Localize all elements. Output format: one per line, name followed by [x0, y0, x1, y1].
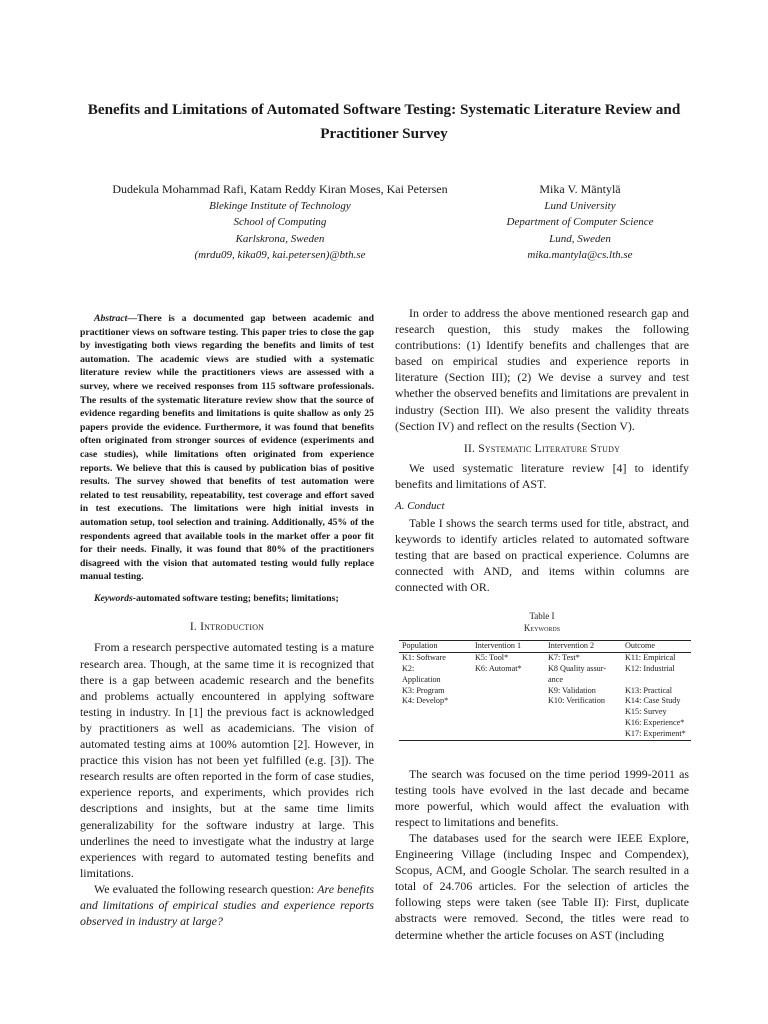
abstract-text: —There is a documented gap between academic and practitioner views on software testing. This paper tries to close the gap by investigating both views regarding the benefits and limits of test automation. The academic views are studied with a systematic literature review while the practitioners views are assessed with a survey, where we received responses from 115 software professionals. The results of the systematic literature review show that the source of evidence regarding benefits and limitations is quite shallow as only 25 papers provide the evidence. Furthermore, it was found that benefits often originated from stronger sources of evidence (experiments and case studies), while limitations often originated from experience reports. We believe that this is caused by publication bias of positive results. The survey showed that benefits of test automation were related to test reusability, repeatability, test coverage and effort saved in test executions. The limitations were high initial invests in automation setup, tool selection and training. Additionally, 45% of the respondents agreed that available tools in the market offer a poor fit for their needs. Finally, it was found that 80% of the practitioners disagreed with the vision that automated testing would fully replace manual testing. — [80, 313, 374, 583]
table-label: Table I — [529, 611, 555, 622]
table-cell: ance — [548, 674, 563, 684]
contributions-paragraph: In order to address the above mentioned research gap and research question, this study makes the following contributions: (1) Identify benefits and challenges that are based on empirical studies and experience reports in literature (Section III); (2) We devise a survey and test whether the observed benefits and limitations are prevalent in industry (Section III). We also present the validity threats (Section IV) and reflect on the results (Section V). — [395, 306, 689, 433]
table-cell — [472, 686, 545, 697]
research-question: Are benefits and limitations of empirical studies and experience reports observed in industry at large? — [80, 881, 375, 929]
table-header-row — [399, 641, 691, 653]
table-header-cell: Intervention 1 — [472, 641, 545, 653]
author-block-right — [470, 181, 690, 264]
paper-title: Benefits and Limitations of Automated Software Testing: Systematic Literature Review and Practitioner Survey — [87, 101, 681, 142]
table-cell: K17: Experiment* — [625, 728, 686, 738]
table-header-cell: Population — [399, 641, 472, 653]
author-names: Mika V. Mäntylä — [539, 182, 621, 196]
table-title: Keywords — [523, 623, 561, 634]
table-row — [399, 696, 691, 707]
conduct-paragraph: Table I shows the search terms used for title, abstract, and keywords to identify articles related to automated software testing that are based on practical experience. Columns are connected with AND, and items within columns are connected with OR. — [395, 515, 689, 595]
table-cell: K3: Program — [402, 685, 445, 695]
table-cell — [545, 718, 622, 729]
table-cell — [622, 675, 691, 686]
table-cell — [472, 729, 545, 740]
table-cell: K1: Software — [402, 653, 446, 663]
affiliation-school: School of Computing — [233, 216, 327, 228]
abstract-label: Abstract — [94, 313, 128, 324]
affiliation-city: Karlskrona, Sweden — [235, 232, 325, 245]
table-cell — [472, 707, 545, 718]
table-header-cell: Outcome — [622, 641, 691, 653]
table-cell: K9: Validation — [548, 685, 596, 695]
intro-paragraph-2: We evaluated the following research question: Are benefits and limitations of empirical studies and experience reports observed in industry at large? — [80, 881, 375, 929]
keywords-text: -automated software testing; benefits; limitations; — [132, 592, 339, 604]
affiliation-department: Department of Computer Science — [506, 216, 654, 228]
table-cell: K8 Quality assur- — [548, 664, 607, 673]
table-cell: K5: Tool* — [475, 653, 509, 663]
table-cell — [472, 675, 545, 686]
table-cell — [545, 729, 622, 740]
section-heading-literature-study: II. Systematic Literature Study — [463, 441, 621, 455]
search-period-paragraph: The search was focused on the time period 1999-2011 as testing tools have evolved in the last decade and became more powerful, which would affect the evaluation with respect to limitations and benefits. — [395, 766, 689, 829]
table-row — [399, 718, 691, 729]
left-column — [80, 312, 374, 929]
intro-paragraph-1: From a research perspective automated testing is a mature research area. Though, at the same time it is recognized that there is a gap between academic research and the benefits and problems actually encountered in applying software testing in industry. In [1] the previous fact is acknowledged by practitioners as well as academicians. The vision of automated testing aims at 100% automtion [2]. However, in practice this vision has not been yet fulfilled (e.g. [3]). The research results are often reported in the form of case studies, experience reports, and experiments, which provides rich descriptions and insights, but at the same time limits generalizability for the software industry at large. This underlines the need to investigate what the industry at large experiences with regard to automated testing benefits and limitations. — [80, 640, 374, 880]
table-cell — [399, 718, 472, 729]
author-email: mika.mantyla@cs.lth.se — [527, 249, 633, 261]
table-cell — [472, 718, 545, 729]
table-cell: K11: Empirical — [625, 653, 676, 663]
table-row — [399, 729, 691, 740]
table-caption — [395, 610, 689, 634]
table-cell: K6: Automat* — [475, 664, 522, 673]
slr-paragraph: We used systematic literature review [4] to identify benefits and limitations of AST. — [395, 460, 689, 491]
table-cell: K14: Case Study — [625, 696, 681, 706]
abstract — [80, 312, 374, 584]
table-row — [399, 675, 691, 686]
table-header-cell: Intervention 2 — [545, 641, 622, 653]
table-cell — [399, 707, 472, 718]
table-row — [399, 707, 691, 718]
section-heading-introduction: I. Introduction — [189, 620, 265, 634]
table-row — [399, 686, 691, 697]
table-row — [399, 664, 691, 675]
table-cell: K2: — [402, 664, 415, 673]
table-cell: K15: Survey — [625, 707, 667, 717]
databases-paragraph: The databases used for the search were IEEE Explore, Engineering Village (including Inspec and Compendex), Scopus, ACM, and Google Scholar. The search resulted in a total of 24.706 articles. For the selection of articles the following steps were taken (see Table II): First, duplicate abstracts were removed. Second, the titles were read to determine whether the article focuses on AST (including — [395, 830, 689, 942]
affiliation-institute: Blekinge Institute of Technology — [209, 199, 351, 212]
author-block-left — [80, 181, 480, 264]
table-cell — [545, 707, 622, 718]
table-cell: K4: Develop* — [402, 696, 449, 706]
table-cell: K10: Verification — [548, 696, 605, 706]
affiliation-city: Lund, Sweden — [549, 232, 611, 245]
subsection-heading-conduct: A. Conduct — [395, 499, 445, 512]
table-cell: K12: Industrial — [625, 664, 675, 673]
table-cell — [472, 696, 545, 707]
table-cell: K7: Test* — [548, 653, 580, 663]
table-cell: K13: Practical — [625, 685, 673, 695]
table-cell: K16: Experience* — [625, 717, 685, 727]
keywords-label: Keywords — [94, 592, 133, 604]
keywords-table — [399, 640, 691, 740]
right-column — [395, 305, 689, 943]
keywords — [80, 592, 374, 606]
affiliation-institute: Lund University — [544, 199, 616, 212]
table-cell: Application — [402, 674, 441, 684]
table-cell — [399, 729, 472, 740]
author-email: (mrdu09, kika09, kai.petersen)@bth.se — [194, 249, 366, 261]
table-row — [399, 653, 691, 664]
author-names: Dudekula Mohammad Rafi, Katam Reddy Kiran Moses, Kai Petersen — [112, 182, 448, 196]
